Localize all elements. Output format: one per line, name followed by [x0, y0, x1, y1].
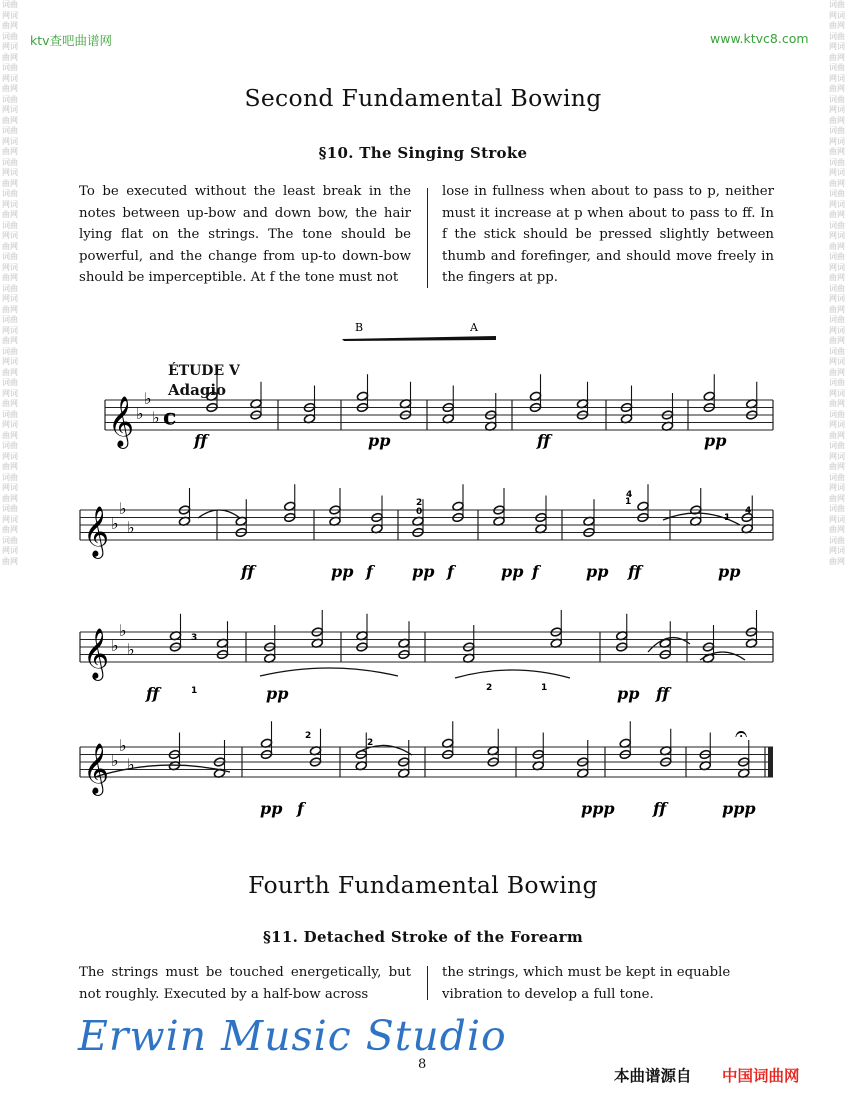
time-signature: c — [163, 404, 177, 431]
section1-col-left: To be executed without the least break in the notes between up-bow and down bow, the hair lying flat on the strings. The tone should be powerful, and the change from up-to down-bow should be imperceptible. At f the tone must not — [79, 184, 411, 286]
bow-label-a: A — [470, 321, 478, 334]
fingering-mark: 1 — [191, 686, 198, 696]
staff-system-2 — [80, 499, 773, 559]
flat-icon: ♭ — [152, 407, 160, 427]
fingering-mark: 2 — [486, 683, 493, 693]
dynamic-mark: ff — [194, 431, 208, 450]
dynamic-mark: pp — [331, 562, 354, 581]
fingering-mark: 2 — [367, 738, 374, 748]
flat-icon: ♭ — [111, 514, 119, 533]
flat-icon: ♭ — [119, 621, 127, 640]
dynamic-mark: ff — [146, 684, 160, 703]
dynamic-mark: f — [366, 562, 373, 581]
flat-icon: ♭ — [144, 389, 152, 408]
dynamic-mark: pp — [501, 562, 524, 581]
dynamic-mark: pp — [266, 684, 289, 703]
section2-col-right: the strings, which must be kept in equable vibration to develop a full tone. — [442, 965, 731, 1002]
flat-icon: ♭ — [136, 404, 144, 423]
dynamic-mark: f — [532, 562, 539, 581]
treble-clef-icon: 𝄞 — [83, 743, 110, 794]
dynamic-mark: pp — [260, 799, 283, 818]
section2-title: Fourth Fundamental Bowing — [248, 871, 598, 899]
fingering-mark: 1 — [541, 683, 548, 693]
flat-icon: ♭ — [111, 751, 119, 770]
slur — [700, 652, 745, 660]
fingering-mark: 4 — [745, 506, 752, 516]
bow-diagram — [342, 321, 496, 341]
section1-col-right: lose in fullness when about to pass to p, neither must it increase at p when about to pass to ff. In f the stick should be pressed slightly between thumb and forefinger, and should move freely in the fingers at pp. — [442, 184, 774, 286]
dynamic-mark: pp — [586, 562, 609, 581]
dynamic-mark: pp — [412, 562, 435, 581]
etude-title: ÉTUDE V — [168, 363, 240, 379]
fingering-mark: 2 — [305, 731, 312, 741]
column-divider-2 — [427, 966, 428, 1000]
slur — [455, 670, 570, 678]
dynamic-mark: ppp — [581, 799, 615, 818]
footer-source-prefix: 本曲谱源自 — [614, 1067, 692, 1085]
slur — [260, 668, 398, 676]
dynamic-mark: ff — [537, 431, 551, 450]
top-right-watermark: www.ktvc8.com — [710, 31, 809, 46]
fingering-mark: 3 — [191, 633, 198, 643]
studio-logo: Erwin Music Studio — [78, 1012, 507, 1060]
section2-subtitle: §11. Detached Stroke of the Forearm — [262, 928, 584, 946]
fingering-mark: 4 — [626, 490, 633, 500]
dynamic-mark: pp — [718, 562, 741, 581]
slur — [198, 510, 240, 518]
dynamic-mark: f — [447, 562, 454, 581]
left-side-watermark: 词曲网词曲网词曲网词曲网词曲网词曲网词曲网词曲网词曲网词曲网词曲网词曲网词曲网词曲网词曲网词曲网词曲网词曲网词曲网词曲网词曲网词曲网词曲网词曲网词曲网词曲网词曲网词曲网词曲网词曲网词曲网词曲网词曲网词曲网词曲网词曲网 — [2, 0, 18, 1111]
dynamic-mark: ff — [241, 562, 255, 581]
right-side-watermark: 词曲网词曲网词曲网词曲网词曲网词曲网词曲网词曲网词曲网词曲网词曲网词曲网词曲网词曲网词曲网词曲网词曲网词曲网词曲网词曲网词曲网词曲网词曲网词曲网词曲网词曲网词曲网词曲网词曲网词曲网词曲网词曲网词曲网词曲网词曲网词曲网 — [829, 0, 845, 1111]
treble-clef-icon: 𝄞 — [83, 506, 110, 557]
dynamic-mark: f — [297, 799, 304, 818]
flat-icon: ♭ — [119, 499, 127, 518]
etude-tempo: Adagio — [168, 381, 227, 399]
bow-label-b: B — [355, 321, 364, 334]
dynamic-mark: pp — [704, 431, 727, 450]
dynamic-mark: ff — [628, 562, 642, 581]
top-left-watermark: ktv查吧曲谱网 — [30, 33, 113, 48]
section2-col-left: The strings must be touched energetically, but not roughly. Executed by a half-bow across — [79, 965, 411, 1002]
footer-source-site: 中国词曲网 — [722, 1067, 800, 1085]
fingering-mark: 1 — [724, 513, 731, 523]
dynamic-mark: ppp — [722, 799, 756, 818]
fingering-mark: 0 — [416, 507, 423, 517]
dynamic-mark: ff — [656, 684, 670, 703]
treble-clef-icon: 𝄞 — [83, 628, 110, 679]
dynamic-mark: ff — [653, 799, 667, 818]
final-barline-thick — [768, 747, 773, 777]
flat-icon: ♭ — [127, 517, 135, 537]
fermata-icon: 𝄐 — [735, 722, 748, 747]
flat-icon: ♭ — [119, 736, 127, 755]
section1-title: Second Fundamental Bowing — [244, 84, 602, 112]
flat-icon: ♭ — [127, 639, 135, 659]
section1-subtitle: §10. The Singing Stroke — [318, 144, 528, 162]
page-number: 8 — [418, 1057, 427, 1072]
dynamic-mark: pp — [617, 684, 640, 703]
flat-icon: ♭ — [127, 754, 135, 774]
flat-icon: ♭ — [111, 636, 119, 655]
fingering-mark: 1 — [625, 497, 632, 507]
dynamic-mark: pp — [368, 431, 391, 450]
treble-clef-icon: 𝄞 — [108, 396, 135, 447]
fingering-mark: 2 — [416, 498, 423, 508]
